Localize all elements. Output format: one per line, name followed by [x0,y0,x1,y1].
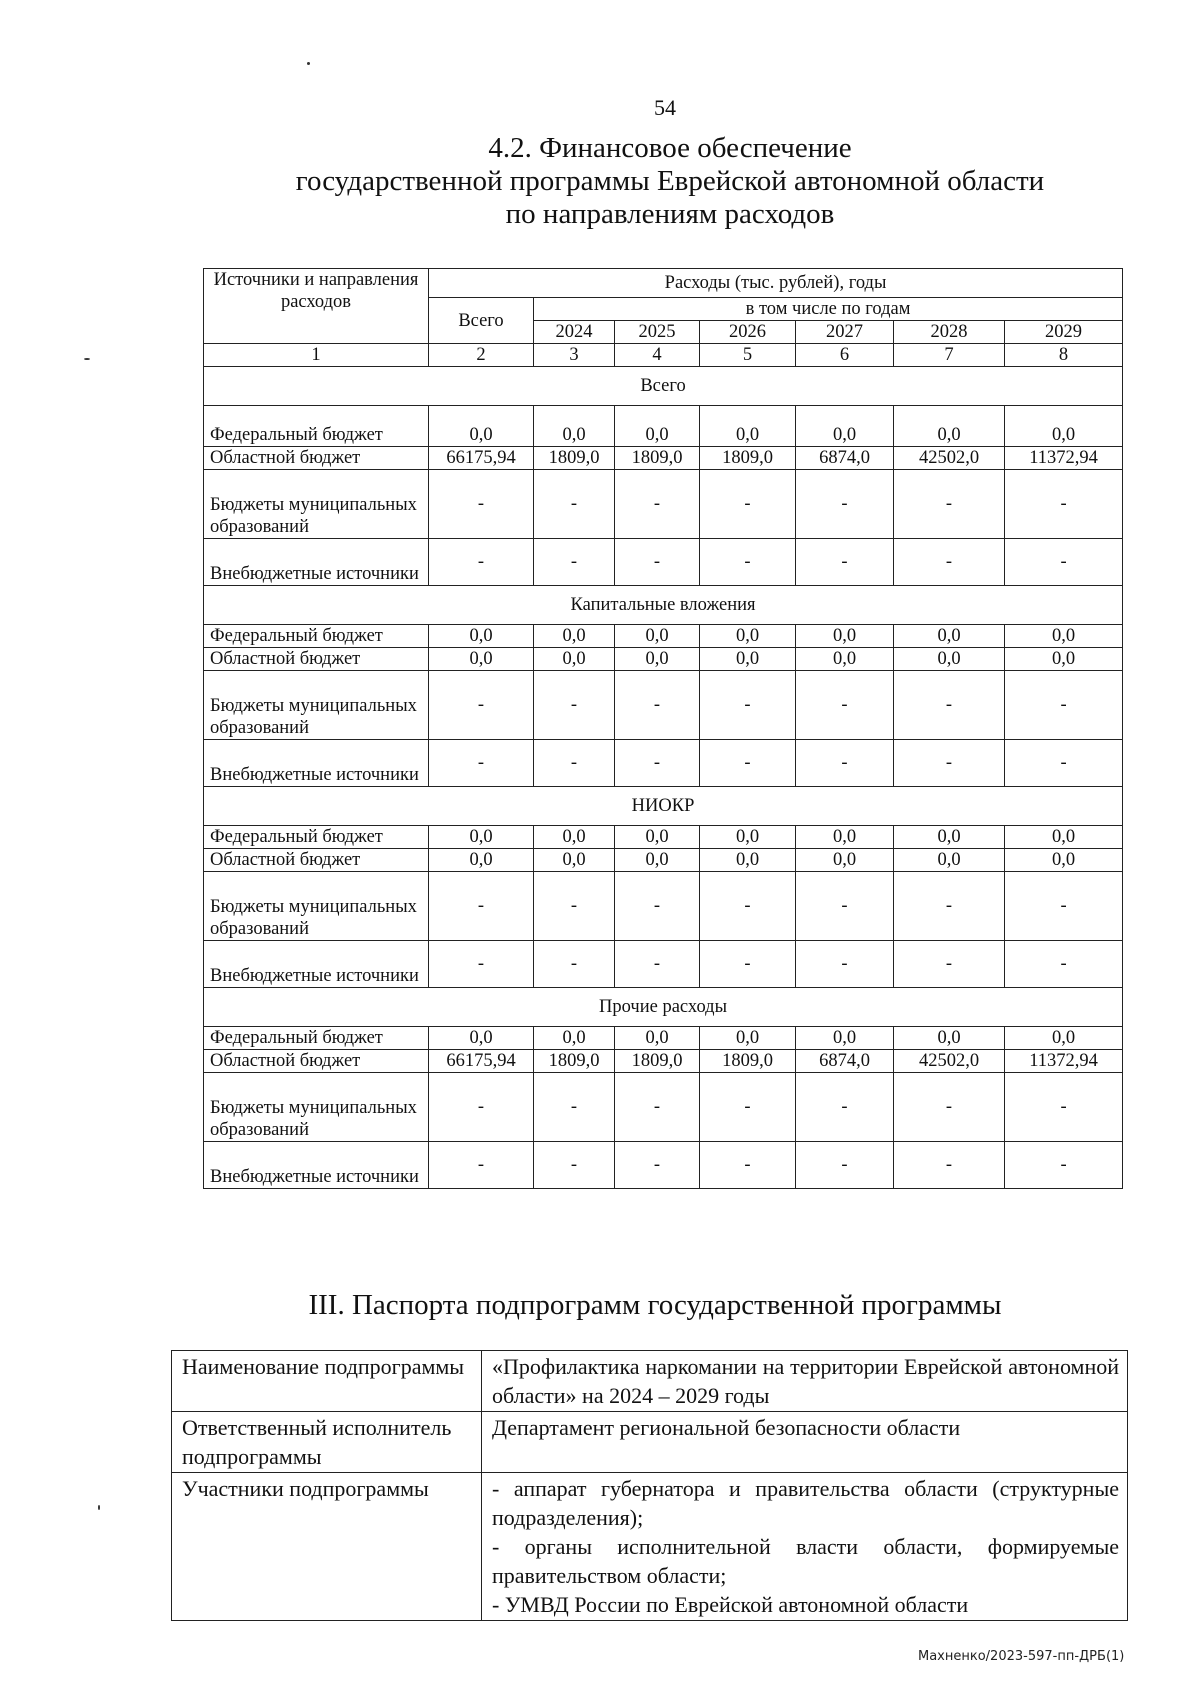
value-cell: - [796,1142,894,1189]
value-cell: - [615,872,700,941]
table-row [204,1142,1123,1189]
value-cell: - [700,1142,796,1189]
value-cell: 0,0 [534,648,615,671]
value-cell: - [429,740,534,787]
value-cell: - [534,671,615,740]
page-number: 54 [654,95,676,120]
value-cell: - [796,872,894,941]
value-cell: - [796,740,894,787]
row-label: Областной бюджет [204,849,429,872]
value-cell: 0,0 [534,406,615,447]
passport-row-participants [172,1473,1128,1621]
value-cell: - [894,1142,1005,1189]
value-cell: 0,0 [1005,625,1123,648]
table-row [204,470,1123,539]
subprogram-passport-table [171,1350,1128,1621]
scan-speck [84,358,90,360]
row-label: Федеральный бюджет [204,1027,429,1050]
table-row [204,671,1123,740]
value-cell: 0,0 [429,1027,534,1050]
value-cell: 0,0 [894,1027,1005,1050]
value-cell: - [894,671,1005,740]
passport-label: Участники подпрограммы [172,1473,482,1621]
row-label: Бюджеты муниципальных образований [204,671,429,740]
row-label: Внебюджетные источники [204,941,429,988]
value-cell: 0,0 [1005,648,1123,671]
value-cell: - [534,872,615,941]
value-cell: - [1005,671,1123,740]
value-cell: 0,0 [796,625,894,648]
heading-line-2: государственной программы Еврейской автономной области [295,165,1045,197]
document-footer-code: Махненко/2023-597-пп-ДРБ(1) [918,1649,1125,1664]
value-cell: - [1005,1073,1123,1142]
value-cell: - [894,941,1005,988]
header-year: 2029 [1005,321,1123,344]
value-cell: 0,0 [894,648,1005,671]
value-cell: - [429,671,534,740]
value-cell: - [700,539,796,586]
value-cell: - [429,1073,534,1142]
table-row [204,1027,1123,1050]
value-cell: 0,0 [700,826,796,849]
row-label: Внебюджетные источники [204,740,429,787]
value-cell: - [894,872,1005,941]
passport-value: «Профилактика наркомании на территории Еврейской автономной области» на 2024 – 2029 годы [482,1351,1128,1412]
value-cell: 0,0 [615,406,700,447]
value-cell: - [1005,1142,1123,1189]
value-cell: 0,0 [429,849,534,872]
value-cell: - [615,1073,700,1142]
value-cell: - [894,1073,1005,1142]
value-cell: 11372,94 [1005,1050,1123,1073]
table-row [204,872,1123,941]
value-cell: 0,0 [894,625,1005,648]
section-3-title: III. Паспорта подпрограмм государственной программы [308,1289,1002,1321]
value-cell: 0,0 [700,1027,796,1050]
section-title: Капитальные вложения [204,586,1123,625]
header-by-years: в том числе по годам [534,298,1123,321]
value-cell: 0,0 [534,826,615,849]
value-cell: 0,0 [615,625,700,648]
table-row [204,849,1123,872]
row-label: Внебюджетные источники [204,539,429,586]
value-cell: - [615,671,700,740]
value-cell: 42502,0 [894,447,1005,470]
header-expenses: Расходы (тыс. рублей), годы [429,269,1123,298]
value-cell: 0,0 [894,849,1005,872]
row-label: Бюджеты муниципальных образований [204,1073,429,1142]
header-year: 2025 [615,321,700,344]
column-number: 6 [796,344,894,367]
participant-item: - органы исполнительной власти области, формируемые правительством области; [492,1534,1119,1588]
value-cell: 1809,0 [700,1050,796,1073]
value-cell: - [700,671,796,740]
table-row [204,406,1123,447]
value-cell: - [1005,539,1123,586]
section-title: Прочие расходы [204,988,1123,1027]
value-cell: - [1005,872,1123,941]
section-title: Всего [204,367,1123,406]
value-cell: - [796,470,894,539]
value-cell: 0,0 [796,648,894,671]
passport-row-executor [172,1412,1128,1473]
value-cell: 0,0 [700,406,796,447]
row-label: Бюджеты муниципальных образований [204,470,429,539]
value-cell: 0,0 [429,625,534,648]
value-cell: 1809,0 [534,1050,615,1073]
value-cell: 0,0 [534,1027,615,1050]
row-label: Областной бюджет [204,447,429,470]
section-title: НИОКР [204,787,1123,826]
value-cell: - [700,872,796,941]
value-cell: 66175,94 [429,1050,534,1073]
row-label: Внебюджетные источники [204,1142,429,1189]
value-cell: 6874,0 [796,447,894,470]
value-cell: - [700,1073,796,1142]
value-cell: 0,0 [429,826,534,849]
value-cell: - [429,539,534,586]
header-sources: Источники и направления расходов [204,269,429,344]
value-cell: - [796,1073,894,1142]
value-cell: 0,0 [894,826,1005,849]
value-cell: - [534,941,615,988]
value-cell: 0,0 [700,625,796,648]
table-row [204,539,1123,586]
value-cell: - [429,941,534,988]
value-cell: 0,0 [796,1027,894,1050]
row-label: Бюджеты муниципальных образований [204,872,429,941]
column-number: 3 [534,344,615,367]
value-cell: - [429,872,534,941]
value-cell: 1809,0 [615,1050,700,1073]
table-row [204,447,1123,470]
value-cell: 0,0 [615,648,700,671]
section-row [204,367,1123,406]
row-label: Областной бюджет [204,1050,429,1073]
value-cell: - [796,671,894,740]
value-cell: 0,0 [796,826,894,849]
value-cell: - [796,539,894,586]
value-cell: 42502,0 [894,1050,1005,1073]
value-cell: - [534,740,615,787]
value-cell: - [700,470,796,539]
value-cell: 0,0 [615,1027,700,1050]
value-cell: - [894,539,1005,586]
participant-item: - УМВД России по Еврейской автономной области [492,1592,969,1617]
section-heading [250,132,1090,231]
value-cell: - [534,470,615,539]
table-row [204,648,1123,671]
value-cell: - [615,470,700,539]
header-year: 2026 [700,321,796,344]
value-cell: - [534,1073,615,1142]
value-cell: - [615,941,700,988]
table-row [204,941,1123,988]
value-cell: - [615,1142,700,1189]
table-row [204,625,1123,648]
finance-table [203,268,1123,1189]
row-label: Областной бюджет [204,648,429,671]
value-cell: 0,0 [534,849,615,872]
passport-row-name [172,1351,1128,1412]
value-cell: 66175,94 [429,447,534,470]
scan-speck [98,1505,100,1510]
row-label: Федеральный бюджет [204,625,429,648]
value-cell: - [894,740,1005,787]
value-cell: 0,0 [1005,1027,1123,1050]
scan-speck [307,62,310,65]
value-cell: - [615,539,700,586]
table-row [204,740,1123,787]
column-number: 5 [700,344,796,367]
value-cell: - [796,941,894,988]
passport-value [482,1473,1128,1621]
value-cell: 0,0 [1005,849,1123,872]
value-cell: 0,0 [796,849,894,872]
section-row [204,586,1123,625]
value-cell: 0,0 [429,406,534,447]
row-label: Федеральный бюджет [204,406,429,447]
value-cell: - [534,1142,615,1189]
table-row [204,1073,1123,1142]
passport-label: Ответственный исполнитель подпрограммы [172,1412,482,1473]
column-number: 8 [1005,344,1123,367]
value-cell: - [429,470,534,539]
heading-line-3: по направлениям расходов [505,198,835,230]
header-total: Всего [429,298,534,344]
header-year: 2028 [894,321,1005,344]
column-number: 1 [204,344,429,367]
column-number: 4 [615,344,700,367]
value-cell: 6874,0 [796,1050,894,1073]
value-cell: - [534,539,615,586]
value-cell: 0,0 [534,625,615,648]
column-number: 2 [429,344,534,367]
value-cell: - [700,740,796,787]
value-cell: - [894,470,1005,539]
passport-label: Наименование подпрограммы [172,1351,482,1412]
value-cell: 0,0 [700,648,796,671]
value-cell: 0,0 [796,406,894,447]
section-row [204,988,1123,1027]
value-cell: 1809,0 [700,447,796,470]
value-cell: 0,0 [615,826,700,849]
column-number: 7 [894,344,1005,367]
value-cell: 0,0 [429,648,534,671]
value-cell: - [429,1142,534,1189]
participant-item: - аппарат губернатора и правительства области (структурные подразделения); [492,1476,1119,1530]
heading-line-1: 4.2. Финансовое обеспечение [488,132,852,164]
row-label: Федеральный бюджет [204,826,429,849]
value-cell: 11372,94 [1005,447,1123,470]
value-cell: - [1005,740,1123,787]
value-cell: 1809,0 [534,447,615,470]
value-cell: 0,0 [1005,406,1123,447]
value-cell: - [700,941,796,988]
value-cell: - [1005,941,1123,988]
value-cell: 0,0 [894,406,1005,447]
section-row [204,787,1123,826]
passport-value: Департамент региональной безопасности области [482,1412,1128,1473]
value-cell: 0,0 [700,849,796,872]
value-cell: 1809,0 [615,447,700,470]
table-row [204,1050,1123,1073]
value-cell: 0,0 [1005,826,1123,849]
table-row [204,826,1123,849]
value-cell: 0,0 [615,849,700,872]
value-cell: - [1005,470,1123,539]
header-year: 2024 [534,321,615,344]
value-cell: - [615,740,700,787]
header-year: 2027 [796,321,894,344]
